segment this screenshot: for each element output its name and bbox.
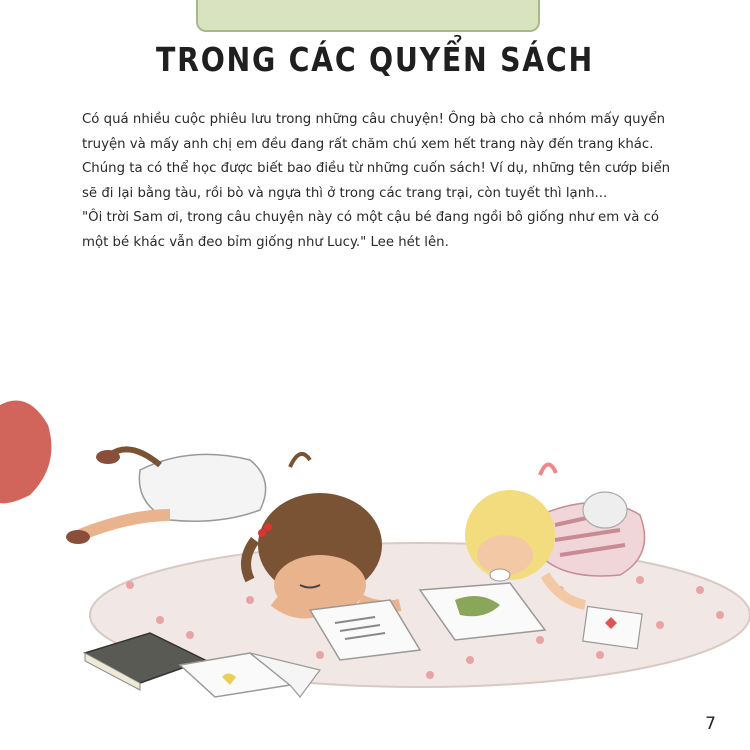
red-toy-icon xyxy=(0,401,51,504)
story-paragraph-3: "Ôi trời Sam ơi, trong câu chuyện này có một cậu bé đang ngồi bô giống như em và có một bé khác vẫn đeo bỉm giống như Lucy." Lee hét lên. xyxy=(82,210,660,250)
story-paragraph-2: Chúng ta có thể học được biết bao điều từ những cuốn sách! Ví dụ, những tên cướp biển sẽ đi lại bằng tàu, rồi bò và ngựa thì ở trong các trang trại, còn tuyết thì lạnh... xyxy=(82,161,671,201)
page-number: 7 xyxy=(705,714,716,734)
page-title: TRONG CÁC QUYỂN SÁCH xyxy=(156,40,594,79)
bunny-toy-icon xyxy=(583,492,627,528)
story-paragraph-1: Có quá nhiều cuộc phiêu lưu trong những câu chuyện! Ông bà cho cả nhóm mấy quyển truyện và mấy anh chị em đều đang rất chăm chú xem hết trang này đến trang khác. xyxy=(82,112,666,152)
header-tab-decoration xyxy=(196,0,540,32)
children-reading-on-rug-illustration xyxy=(0,385,750,705)
story-text xyxy=(82,108,682,255)
